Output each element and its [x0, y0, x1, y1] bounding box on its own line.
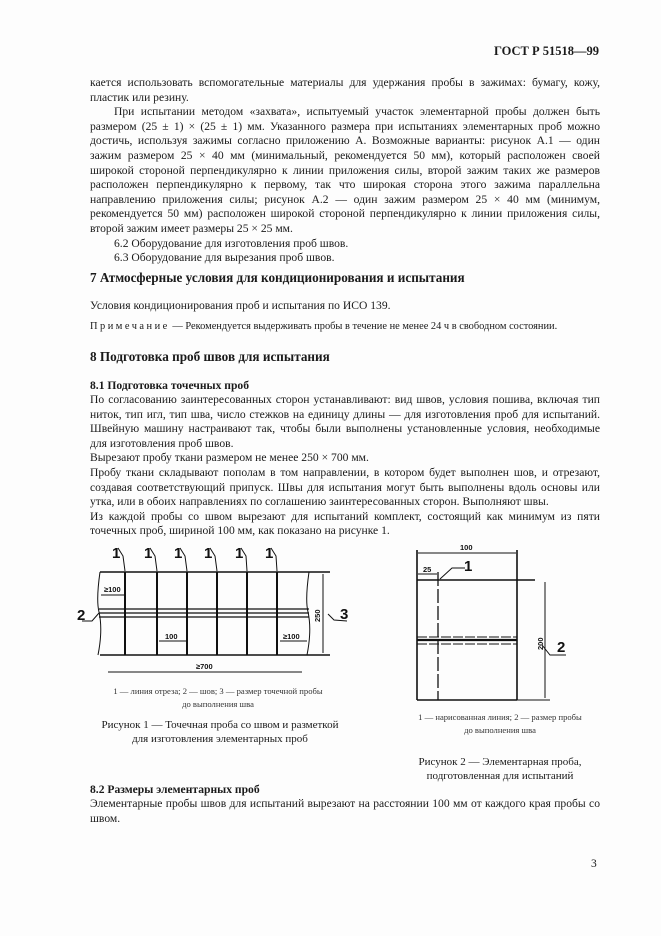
paragraph: Элементарные пробы швов для испытаний вырезают на расстоянии 100 мм от каждого края пробы со швом.: [90, 797, 600, 825]
section-8-2-body: [90, 797, 600, 826]
section-8-1-title: 8.1 Подготовка точечных проб: [90, 379, 249, 392]
fig1-callout-1: 1: [235, 545, 244, 562]
fig2-dim-offset: 25: [423, 565, 432, 574]
legend-line: 1 — линия отреза; 2 — шов; 3 — размер точечной пробы: [113, 686, 323, 696]
fig2-dim-width: 100: [460, 543, 473, 552]
fig1-callout-1: 1: [144, 545, 153, 562]
section-8-2-title: 8.2 Размеры элементарных проб: [90, 783, 260, 796]
paragraph-6-2: 6.2 Оборудование для изготовления проб швов.: [114, 236, 349, 250]
figure-2-legend: [390, 711, 610, 737]
paragraph: Вырезают пробу ткани размером не менее 250 × 700 мм.: [90, 451, 369, 465]
fig1-callout-1: 1: [265, 545, 274, 562]
section-8-title: 8 Подготовка проб швов для испытания: [90, 349, 330, 364]
figure-2-drawing: [417, 550, 566, 700]
fig1-callout-2: 2: [77, 607, 86, 624]
fig2-callout-2: 2: [557, 639, 566, 656]
document-id-header: ГОСТ Р 51518—99: [493, 44, 599, 58]
figure-1-legend: [88, 685, 348, 711]
paragraph: По согласованию заинтересованных сторон устанавливают: вид швов, условия пошива, включая тип ниток, тип игл, тип шва, число стежков на единицу длины — для изготовления проб для испытаний. Швейную машину настраивают так, чтобы были выполнены установленные условия, необходимые для изготовления проб швов.: [90, 393, 600, 450]
caption-line: Рисунок 2 — Элементарная проба,: [418, 756, 582, 768]
fig1-dim-mid: 100: [165, 632, 178, 641]
paragraph: Пробу ткани складывают пополам в том направлении, в котором будет выполнен шов, и отрезают, создавая соответствующий припуск. Швы для испытания могут быть выполнены вдоль основы или утка, или в обоих направлениях по соглашению заинтересованных сторон. Выполняют швы.: [90, 465, 600, 509]
fig1-dim-left: ≥100: [104, 585, 121, 594]
paragraph: кается использовать вспомогательные материалы для удержания пробы в зажимах: бумагу, кожу, пластик или резину.: [90, 76, 600, 104]
legend-line: до выполнения шва: [182, 699, 254, 709]
paragraph: При испытании методом «захвата», испытуемый участок элементарной пробы должен быть размером (25 ± 1) × (25 ± 1) мм. Указанного размера при испытаниях элементарных проб можно достичь, используя зажимы согласно приложению А. Возможные варианты: рисунок А.1 — один зажим размером 25 × 40 мм (минимальный, рекомендуется 50 мм), который расположен своей широкой стороной перпендикулярно к линии приложения силы, второй зажим таких же размеров расположен перпендикулярно к первому, так что широкая сторона этого зажима параллельна направлению приложения силы; рисунок А.2 — один зажим размером 25 × 40 мм (минимум, рекомендуется 50 мм) расположен широкой стороной перпендикулярно к линии приложения силы, второй зажим имеет размеры 25 × 25 мм.: [90, 105, 600, 235]
caption-line: для изготовления элементарных проб: [132, 733, 308, 745]
fig1-dimension-lines: [101, 574, 330, 672]
legend-line: до выполнения шва: [464, 725, 536, 735]
fig1-callout-1: 1: [174, 545, 183, 562]
fig2-dim-height: 200: [536, 637, 545, 650]
figure-1-caption: [80, 718, 360, 746]
paragraph: Из каждой пробы со швом вырезают для испытаний комплект, состоящий как минимум из пяти точечных проб, шириной 100 мм, как показано на рисунке 1.: [90, 509, 600, 538]
caption-line: Рисунок 1 — Точечная проба со швом и разметкой: [101, 719, 339, 731]
fig1-callout-3: 3: [340, 606, 349, 623]
paragraph: Условия кондиционирования проб и испытания по ИСО 139.: [90, 299, 391, 312]
note-label: Примечание: [90, 320, 170, 332]
fig1-callout-1: 1: [112, 545, 121, 562]
fig2-callout-1: 1: [464, 558, 473, 575]
figure-2-caption: [390, 755, 610, 783]
paragraph-6-3: 6.3 Оборудование для вырезания проб швов.: [114, 251, 335, 265]
note-text: — Рекомендуется выдерживать пробы в течение не менее 24 ч в свободном состоянии.: [169, 320, 558, 332]
caption-line: подготовленная для испытаний: [426, 770, 574, 782]
fig1-dim-height: 250: [313, 609, 322, 622]
legend-line: 1 — нарисованная линия; 2 — размер пробы: [418, 712, 582, 722]
fig1-callout-1: 1: [204, 545, 213, 562]
fig1-dim-right: ≥100: [283, 632, 300, 641]
page-number: 3: [591, 858, 597, 870]
section-7-title: 7 Атмосферные условия для кондиционирования и испытания: [90, 270, 465, 285]
fig1-dim-total: ≥700: [196, 662, 213, 671]
